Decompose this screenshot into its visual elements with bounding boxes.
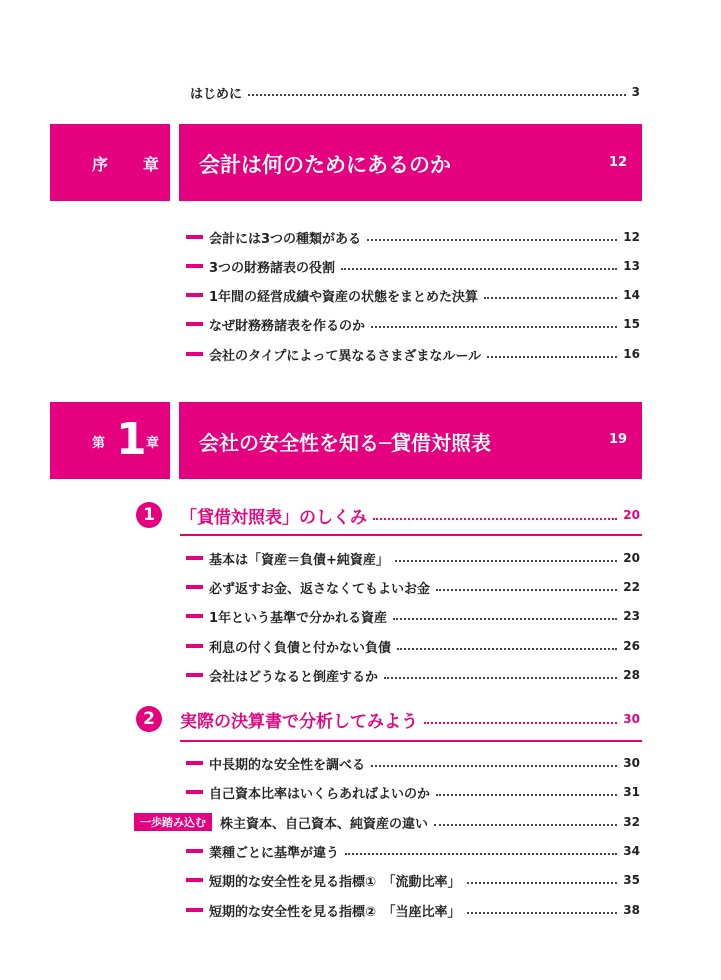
toc-entry[interactable] (186, 344, 640, 364)
entry-page: 32 (623, 815, 640, 829)
bullet-bar (186, 790, 203, 794)
toc-entry[interactable] (186, 548, 640, 568)
entry-page: 26 (623, 639, 640, 653)
dot-leader (373, 518, 617, 520)
prologue-label-left: 序 (92, 155, 109, 174)
bullet-bar (186, 264, 203, 268)
dot-leader (341, 268, 617, 270)
entry-title: 会計には3つの種類がある (209, 231, 362, 247)
prologue-page: 12 (609, 155, 628, 170)
section-number-badge: 2 (136, 706, 162, 732)
entry-page: 31 (623, 785, 640, 799)
toc-entry[interactable] (186, 900, 640, 920)
entry-page: 3 (631, 85, 640, 99)
dot-leader (487, 356, 617, 358)
entry-page: 28 (623, 668, 640, 682)
entry-title: 1年という基準で分かれる資産 (209, 610, 388, 626)
dot-leader (393, 618, 617, 620)
chapter1-page: 19 (609, 432, 628, 447)
entry-title: なぜ財務務諸表を作るのか (209, 318, 366, 334)
entry-title: 基本は「資産＝負債+純資産」 (209, 552, 389, 568)
dot-leader (384, 677, 617, 679)
prologue-label-right: 章 (143, 155, 160, 174)
dot-leader (345, 853, 617, 855)
entry-page: 14 (623, 288, 640, 302)
section-heading[interactable] (180, 706, 640, 732)
prologue-title: 会計は何のためにあるのか (199, 153, 451, 177)
section-heading[interactable] (180, 502, 640, 528)
entry-page: 30 (623, 756, 640, 770)
dot-leader (436, 794, 617, 796)
bullet-bar (186, 878, 203, 882)
dot-leader (395, 560, 617, 562)
entry-title: 業種ごとに基準が違う (209, 845, 340, 861)
entry-page: 34 (623, 844, 640, 858)
bullet-bar (186, 235, 203, 239)
toc-entry[interactable] (186, 665, 640, 685)
dot-leader (371, 326, 617, 328)
dot-leader (467, 912, 618, 914)
toc-entry[interactable] (186, 314, 640, 334)
chapter1-number: 1 (116, 414, 147, 465)
bullet-bar (186, 761, 203, 765)
entry-page: 35 (623, 873, 640, 887)
dot-leader (367, 239, 617, 241)
toc-entry[interactable] (186, 606, 640, 626)
chapter1-label-right: 章 (146, 436, 160, 451)
dot-leader (397, 648, 617, 650)
toc-entry-intro[interactable] (190, 82, 640, 102)
bullet-bar (186, 585, 203, 589)
toc-entry[interactable] (186, 285, 640, 305)
entry-page: 20 (623, 551, 640, 565)
bullet-bar (186, 849, 203, 853)
section-title: 「貸借対照表」のしくみ (180, 507, 367, 528)
section-title: 実際の決算書で分析してみよう (180, 711, 418, 732)
entry-title: 中長期的な安全性を調べる (209, 757, 366, 773)
entry-page: 12 (623, 230, 640, 244)
bullet-bar (186, 322, 203, 326)
dot-leader (248, 94, 626, 96)
entry-title: 短期的な安全性を見る指標② 「当座比率」 (209, 904, 461, 920)
toc-entry[interactable] (186, 870, 640, 890)
dot-leader (424, 722, 617, 724)
toc-entry-step-further[interactable] (134, 812, 640, 832)
entry-title: はじめに (190, 86, 243, 102)
entry-title: 株主資本、自己資本、純資産の違い (220, 816, 429, 832)
entry-page: 15 (623, 317, 640, 331)
bullet-bar (186, 352, 203, 356)
toc-entry[interactable] (186, 753, 640, 773)
section-rule (180, 740, 642, 742)
bullet-bar (186, 644, 203, 648)
section-number-badge: 1 (136, 502, 162, 528)
entry-title: 自己資本比率はいくらあればよいのか (209, 786, 431, 802)
entry-title: 1年間の経営成績や資産の状態をまとめた決算 (209, 289, 479, 305)
dot-leader (436, 589, 617, 591)
bullet-bar (186, 673, 203, 677)
toc-entry[interactable] (186, 636, 640, 656)
entry-title: 必ず返すお金、返さなくてもよいお金 (209, 581, 431, 597)
section-page: 20 (623, 508, 640, 522)
entry-page: 16 (623, 347, 640, 361)
step-further-badge: 一歩踏み込む (134, 813, 212, 831)
dot-leader (467, 882, 618, 884)
entry-page: 38 (623, 903, 640, 917)
entry-title: 会社はどうなると倒産するか (209, 669, 379, 685)
dot-leader (484, 297, 617, 299)
toc-entry[interactable] (186, 227, 640, 247)
entry-page: 22 (623, 580, 640, 594)
toc-entry[interactable] (186, 841, 640, 861)
entry-page: 23 (623, 609, 640, 623)
bullet-bar (186, 293, 203, 297)
dot-leader (434, 824, 617, 826)
section-page: 30 (623, 712, 640, 726)
entry-title: 3つの財務諸表の役割 (209, 260, 336, 276)
chapter1-title: 会社の安全性を知る─貸借対照表 (199, 431, 492, 455)
toc-entry[interactable] (186, 256, 640, 276)
section-rule (180, 534, 642, 536)
toc-entry[interactable] (186, 577, 640, 597)
chapter1-label-left: 第 (92, 436, 106, 451)
entry-title: 短期的な安全性を見る指標① 「流動比率」 (209, 874, 461, 890)
bullet-bar (186, 908, 203, 912)
bullet-bar (186, 556, 203, 560)
entry-page: 13 (623, 259, 640, 273)
entry-title: 会社のタイプによって異なるさまざまなルール (209, 348, 482, 364)
bullet-bar (186, 614, 203, 618)
toc-entry[interactable] (186, 782, 640, 802)
dot-leader (371, 765, 617, 767)
entry-title: 利息の付く負債と付かない負債 (209, 640, 392, 656)
